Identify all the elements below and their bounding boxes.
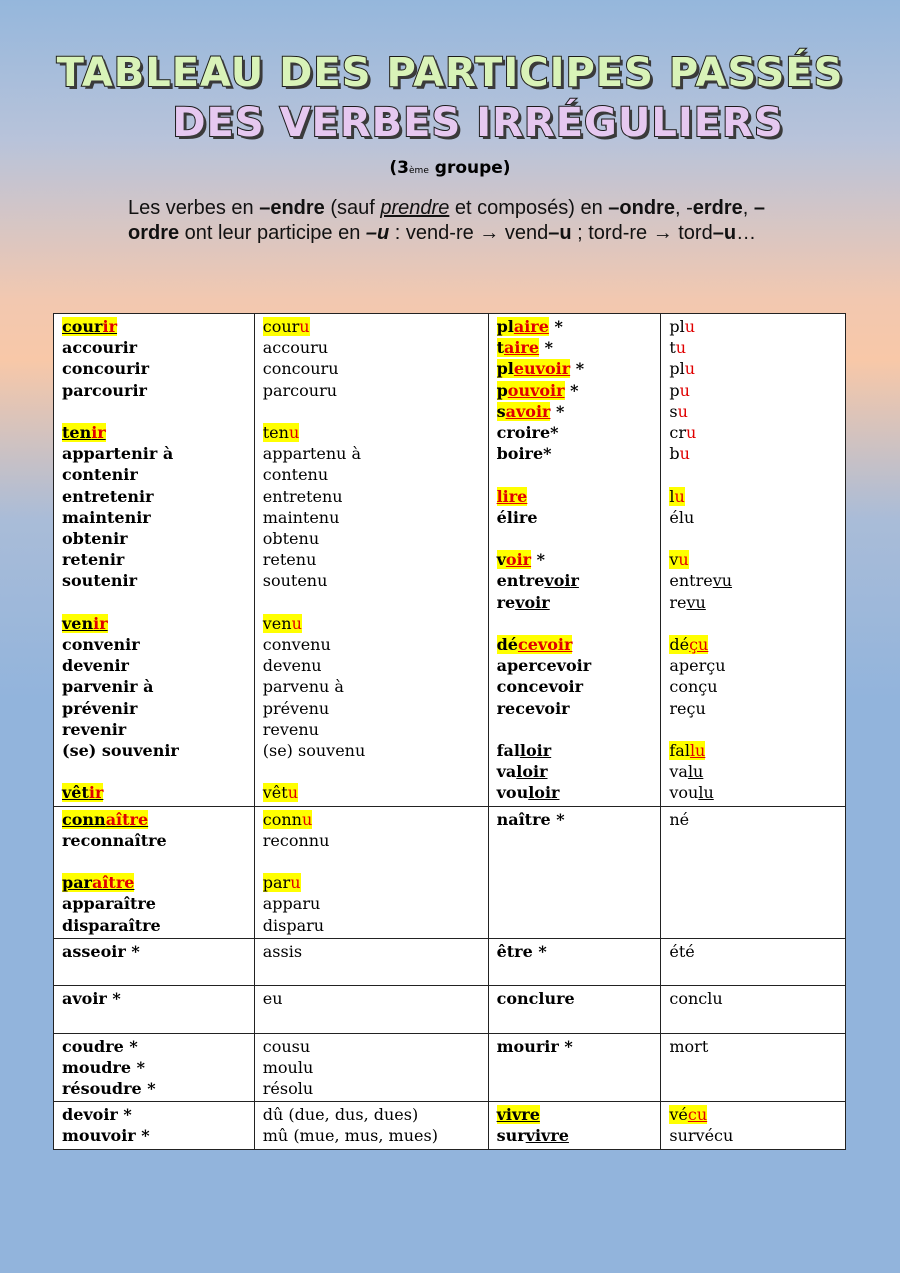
participle: reçu (669, 698, 706, 718)
participle: concouru (262, 359, 339, 379)
verb: mourir * (496, 1036, 573, 1056)
verb: boire* (496, 444, 552, 464)
verb: devenir (62, 656, 129, 676)
verb: lire (496, 486, 528, 506)
verb: tenir (62, 423, 106, 442)
verb-cell (54, 938, 255, 985)
participle: contenu (262, 465, 329, 485)
verb: prévenir (62, 698, 138, 718)
verb-cell (488, 938, 661, 985)
verb: revenir (62, 719, 127, 739)
participle: assis (262, 941, 303, 961)
verb-cell (488, 1033, 661, 1102)
verb: reconnaître (62, 830, 167, 850)
verb: conclure (496, 989, 575, 1009)
verb: entrevoir (496, 571, 579, 591)
participle-cell (254, 986, 488, 1033)
participle: convenu (262, 635, 331, 655)
verb: recevoir (496, 698, 570, 718)
participle-cell (661, 938, 846, 985)
verb: parcourir (62, 380, 147, 400)
verb-cell (54, 1102, 255, 1149)
participle: connu (262, 809, 313, 829)
table-row (54, 314, 846, 807)
participles-aitre-column (254, 806, 488, 938)
verb: obtenir (62, 529, 128, 549)
verb: accourir (62, 338, 138, 358)
participle: tenu (262, 423, 300, 442)
verb: élire (496, 507, 538, 527)
verb: asseoir * (62, 941, 140, 961)
verb: appartenir à (62, 444, 174, 464)
verb-cell (54, 1033, 255, 1102)
participle: né (669, 809, 690, 829)
participle: voulu (669, 783, 714, 803)
title-line-2: DES VERBES IRRÉGULIERS (172, 100, 784, 146)
participle: accouru (262, 338, 329, 358)
participle: vécu (669, 1105, 708, 1125)
verb: plaire * (496, 317, 563, 336)
verb-cell (54, 986, 255, 1033)
participle: cousu (262, 1036, 311, 1056)
verbs-ir-column (54, 314, 255, 807)
verb: concevoir (496, 677, 584, 697)
verb: apercevoir (496, 656, 592, 676)
participle: résolu (262, 1079, 314, 1099)
participle-cell (254, 1033, 488, 1102)
participle: dû (due, dus, dues) (262, 1105, 419, 1125)
participle: devenu (262, 656, 322, 676)
verb-cell (488, 986, 661, 1033)
table-row (54, 806, 846, 938)
participle: cru (669, 423, 697, 443)
participles-oir-column (661, 314, 846, 807)
participle: paru (262, 873, 301, 893)
verb: falloir (496, 741, 552, 760)
verb: devoir * (62, 1105, 132, 1125)
participle: pu (669, 380, 690, 400)
participle: conçu (669, 677, 718, 697)
participle: soutenu (262, 571, 328, 591)
participle: déçu (669, 635, 709, 654)
verb: être * (496, 941, 547, 961)
verb: pleuvoir * (496, 359, 585, 379)
verb: naître * (496, 809, 565, 829)
participle: disparu (262, 915, 325, 935)
participle-cell (661, 806, 846, 938)
verb: concourir (62, 359, 150, 379)
participle: apparu (262, 894, 321, 914)
participle: su (669, 401, 688, 421)
verb: vouloir (496, 783, 560, 803)
verb: maintenir (62, 507, 151, 527)
verb: parvenir à (62, 677, 154, 697)
intro-paragraph: Les verbes en –endre (sauf prendre et composés) en –ondre, -erdre, –ordre ont leur participe en –u : vend-re → vend–u ; tord-re → tord–u… (128, 197, 766, 244)
verb: courir (62, 317, 117, 336)
verbs-aitre-column (54, 806, 255, 938)
participle: bu (669, 444, 690, 464)
table-row (54, 938, 846, 985)
verb: résoudre * (62, 1079, 156, 1099)
participle: maintenu (262, 507, 340, 527)
participle: lu (669, 486, 685, 506)
verb: taire * (496, 338, 553, 358)
participle: retenu (262, 550, 317, 570)
participle: prévenu (262, 698, 330, 718)
verb: paraître (62, 873, 135, 893)
participle: plu (669, 359, 696, 379)
verb: apparaître (62, 894, 156, 914)
participles-ir-column (254, 314, 488, 807)
participle: (se) souvenu (262, 741, 366, 761)
table-row (54, 1033, 846, 1102)
participle: conclu (669, 989, 723, 1009)
participle: aperçu (669, 656, 726, 676)
verb: convenir (62, 635, 140, 655)
participle: obtenu (262, 529, 320, 549)
participle-cell (254, 938, 488, 985)
verb-cell (488, 806, 661, 938)
verb: entretenir (62, 486, 154, 506)
participle: mort (669, 1036, 709, 1056)
participle: vêtu (262, 783, 298, 803)
verb: décevoir (496, 635, 573, 654)
participle: moulu (262, 1057, 314, 1077)
participle: fallu (669, 741, 706, 760)
verb: avoir * (62, 989, 121, 1009)
participle: entrevu (669, 571, 733, 591)
participle-cell (661, 986, 846, 1033)
participle: mû (mue, mus, mues) (262, 1126, 438, 1146)
participle: entretenu (262, 486, 343, 506)
participle-cell (254, 1102, 488, 1149)
verb-cell (488, 1102, 661, 1149)
participle: parvenu à (262, 677, 344, 697)
verb: savoir * (496, 401, 565, 421)
verb: survivre (496, 1126, 569, 1146)
participle-cell (661, 1102, 846, 1149)
verb: soutenir (62, 571, 138, 591)
participle: revu (669, 592, 706, 612)
participle-table (53, 313, 846, 1150)
participle: valu (669, 762, 704, 782)
participle: survécu (669, 1126, 734, 1146)
table-row (54, 1102, 846, 1149)
verb: croire* (496, 423, 559, 443)
verb: disparaître (62, 915, 161, 935)
verb: mouvoir * (62, 1126, 150, 1146)
verb: revoir (496, 592, 550, 612)
participle-cell (661, 1033, 846, 1102)
verb: pouvoir * (496, 380, 579, 400)
verb: moudre * (62, 1057, 145, 1077)
verb: vivre (496, 1105, 540, 1125)
verb: coudre * (62, 1036, 138, 1056)
subtitle: (3ème groupe) (389, 158, 511, 178)
verb: (se) souvenir (62, 741, 179, 761)
title-line-1: TABLEAU DES PARTICIPES PASSÉS (0, 50, 900, 96)
verbs-oir-column (488, 314, 661, 807)
participle: revenu (262, 719, 319, 739)
participle: reconnu (262, 830, 330, 850)
verb: voir * (496, 550, 546, 570)
participle: eu (262, 989, 283, 1009)
verb: contenir (62, 465, 138, 485)
verb: connaître (62, 809, 149, 829)
participle: plu (669, 317, 696, 336)
table-row (54, 986, 846, 1033)
verb: valoir (496, 762, 548, 782)
participle: été (669, 941, 695, 961)
participle: appartenu à (262, 444, 362, 464)
verb: vêtir (62, 783, 104, 803)
participle: couru (262, 317, 310, 336)
participle: tu (669, 338, 687, 358)
verb: venir (62, 613, 108, 633)
participle: parcouru (262, 380, 338, 400)
verb: retenir (62, 550, 125, 570)
participle: élu (669, 507, 695, 527)
participle: vu (669, 550, 689, 570)
participle: venu (262, 613, 302, 633)
